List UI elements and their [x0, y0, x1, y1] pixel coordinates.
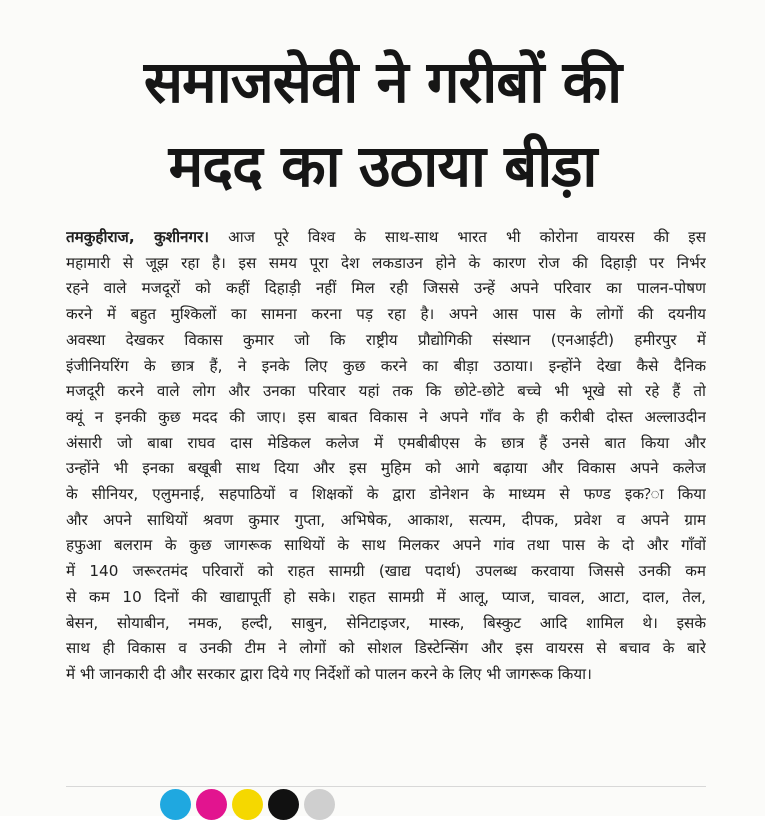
article-line: उन्होंने भी इनका बखूबी साथ दिया और इस मुहिम को आगे बढ़ाया और विकास अपने कलेज	[66, 459, 706, 478]
headline	[30, 40, 735, 208]
article-line: से कम 10 दिनों की खाद्यापूर्ती हो सके। राहत सामग्री में आलू, प्याज, चावल, आटा, दाल, तेल,	[66, 587, 706, 606]
article-line: मजदूरी करने वाले लोग और उनका परिवार यहां तक कि छोटे-छोटे बच्चे भी भूखे सो रहे हैं तो	[66, 382, 706, 401]
article-line: क्यूं न इनकी कुछ मदद की जाए। इस बाबत विकास ने अपने गाँव के ही करीबी दोस्त अल्लाउदीन	[66, 407, 706, 426]
registration-dot	[160, 789, 191, 820]
registration-dot	[196, 789, 227, 820]
article-line: बेसन, सोयाबीन, नमक, हल्दी, साबुन, सेनिटाइजर, मास्क, बिस्कुट आदि शामिल थे। इसके	[66, 613, 706, 632]
article-line: इंजीनियरिंग के छात्र हैं, ने इनके लिए कुछ करने का बीड़ा उठाया। इन्होंने देखा कैसे दैनिक	[66, 356, 706, 375]
article-line: में भी जानकारी दी और सरकार द्वारा दिये गए निर्देशों को पालन करने के लिए भी जागरूक किया।	[66, 664, 592, 683]
article-line: महामारी से जूझ रहा है। इस समय पूरा देश लकडाउन होने के कारण रोज की दिहाड़ी पर निर्भर	[66, 253, 706, 272]
article-line	[66, 225, 706, 251]
article-line: हफुआ बलराम के कुछ जागरूक साथियों के साथ मिलकर अपने गांव तथा पास के दो और गाँवों	[66, 536, 706, 555]
article-line: और अपने साथियों श्रवण कुमार गुप्ता, अभिषेक, आकाश, सत्यम, दीपक, प्रवेश व अपने ग्राम	[66, 510, 706, 529]
article-line: रहने वाले मजदूरों को कहीं दिहाड़ी नहीं मिल रही जिससे उन्हें अपने परिवार का पालन-पोषण	[66, 279, 706, 298]
article-line: में 140 जरूरतमंद परिवारों को राहत सामग्री (खाद्य पदार्थ) उपलब्ध करवाया जिससे उनकी कम	[66, 562, 706, 581]
article-body	[66, 225, 706, 688]
article-line: साथ ही विकास व उनकी टीम ने लोगों को सोशल डिस्टेन्सिंग और इस वायरस से बचाव के बारे	[66, 639, 706, 658]
bottom-divider	[66, 786, 706, 787]
registration-dot	[268, 789, 299, 820]
article-line: के सीनियर, एलुमनाई, सहपाठियों व शिक्षकों के द्वारा डोनेशन के माध्यम से फण्ड इक?ा किया	[66, 485, 706, 504]
article-line: अंसारी जो बाबा राघव दास मेडिकल कलेज में एमबीबीएस के छात्र हैं उनसे बात किया और	[66, 433, 706, 452]
article-line: अवस्था देखकर विकास कुमार जो कि राष्ट्रीय प्रौद्योगिकी संस्थान (एनआईटी) हमीरपुर में	[66, 330, 706, 349]
headline-line-2: मदद का उठाया बीड़ा	[168, 132, 597, 200]
print-registration-marks	[160, 789, 335, 815]
registration-dot	[304, 789, 335, 820]
dateline: तमकुहीराज, कुशीनगर।	[66, 228, 210, 246]
article-line: करने में बहुत मुश्किलों का सामना करना पड़ रहा है। अपने आस पास के लोगों की दयनीय	[66, 305, 706, 324]
headline-line-1: समाजसेवी ने गरीबों की	[143, 48, 622, 116]
article-line-text: आज पूरे विश्व के साथ-साथ भारत भी कोरोना वायरस की इस	[209, 228, 706, 246]
registration-dot	[232, 789, 263, 820]
